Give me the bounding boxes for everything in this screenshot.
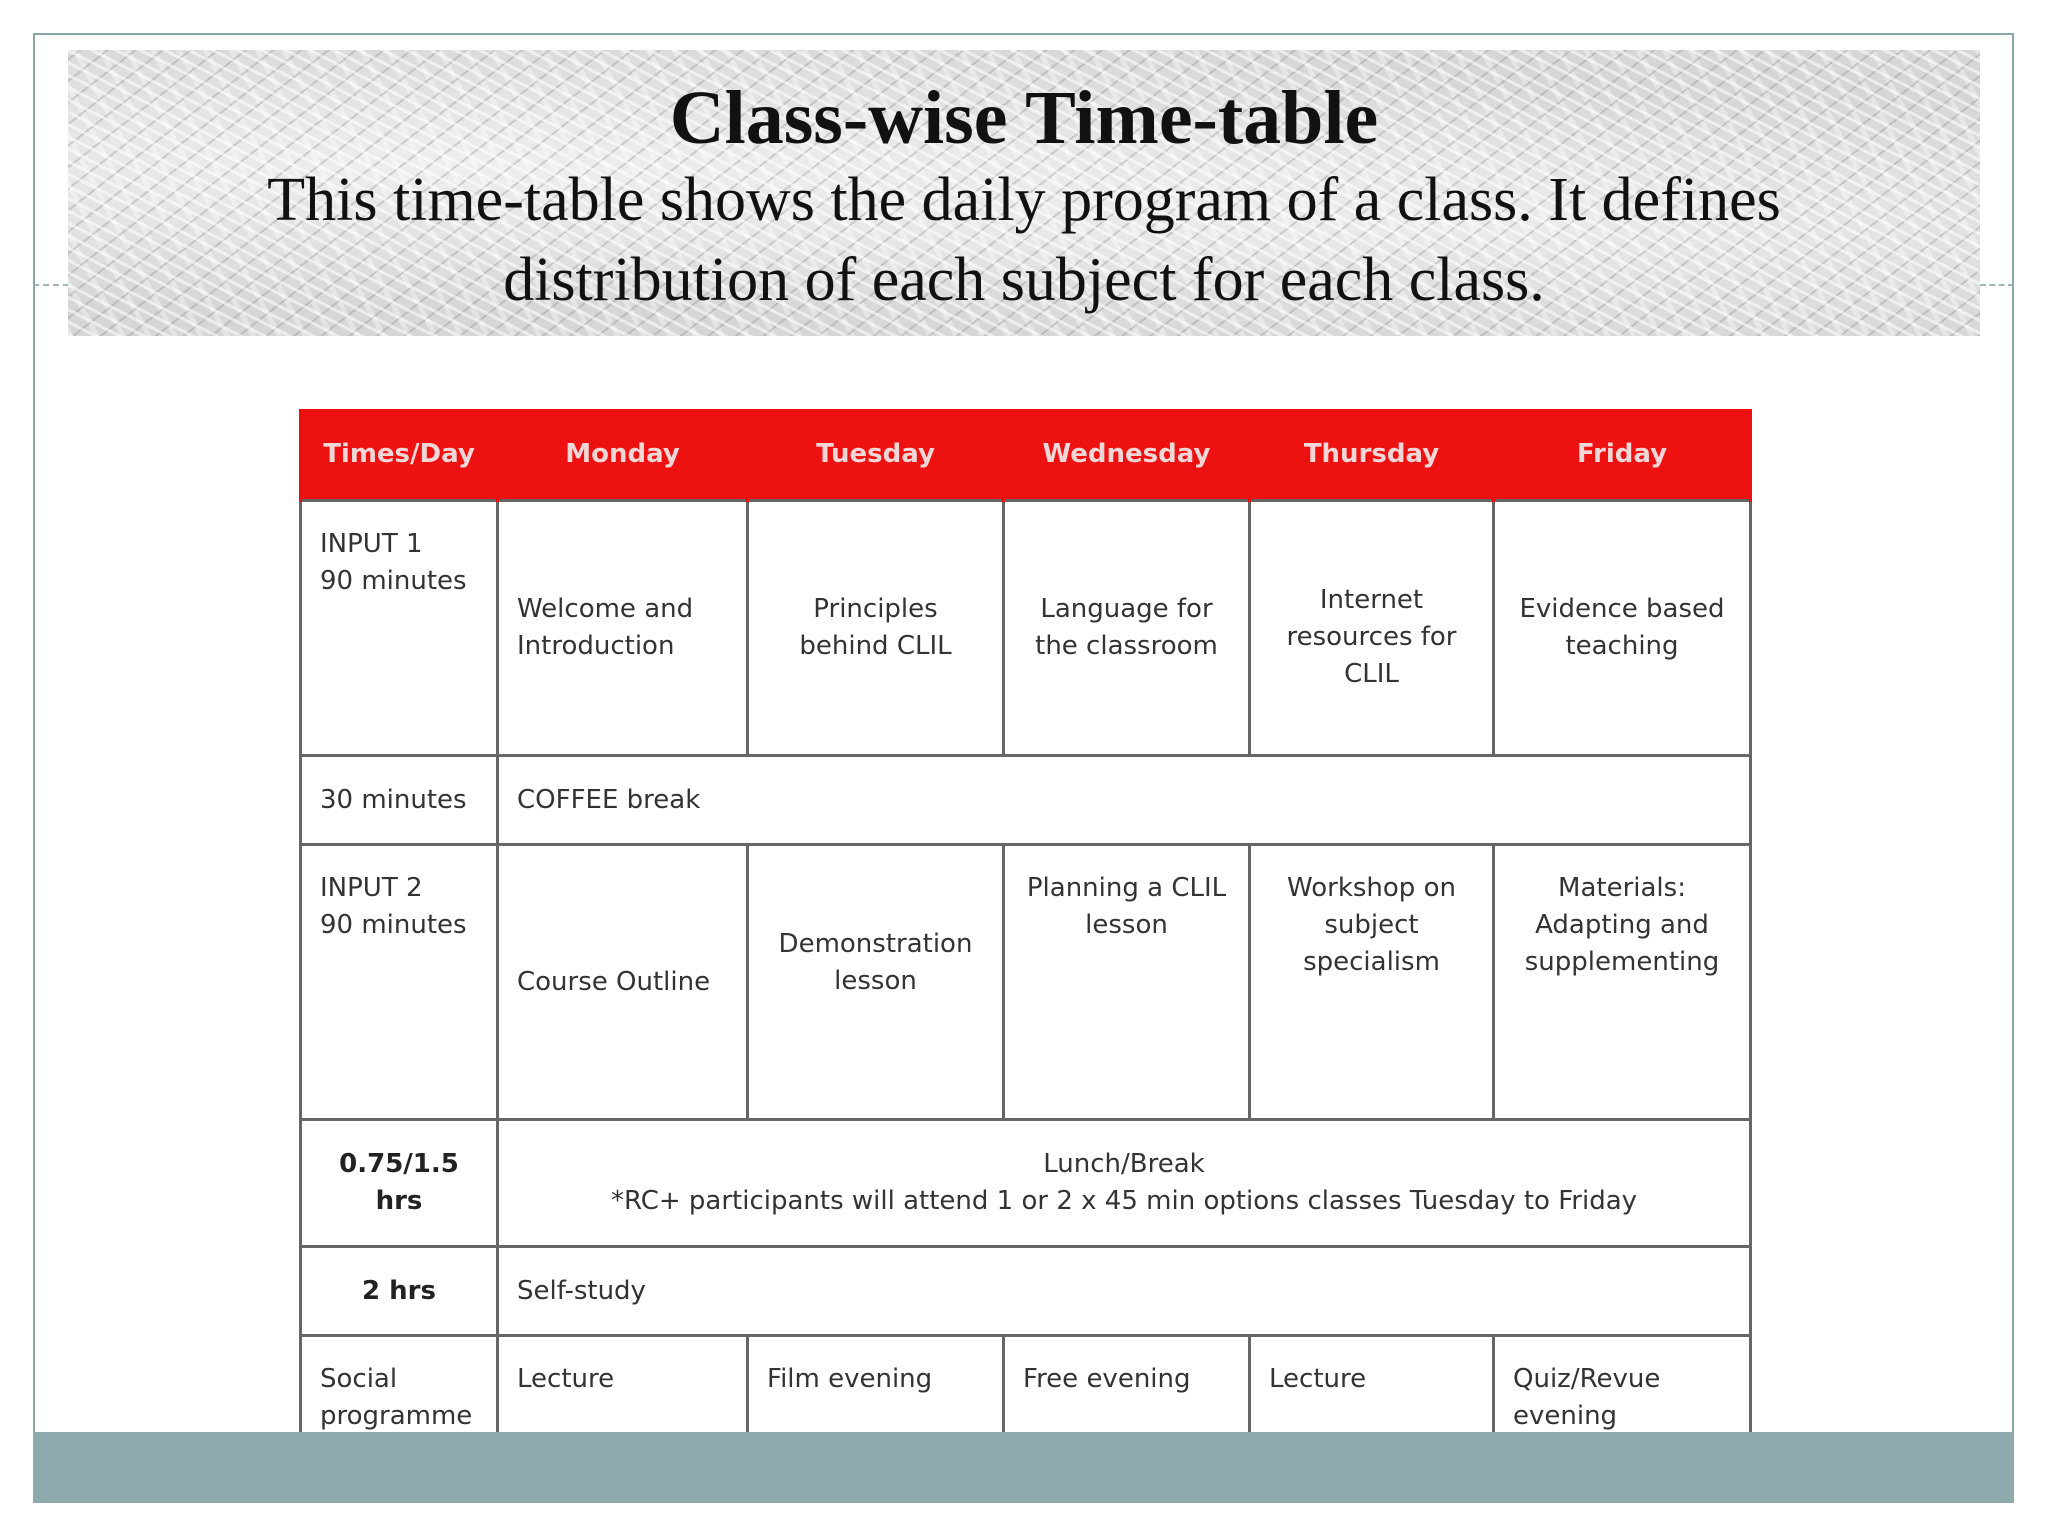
cell-lunch-break [498, 1120, 1751, 1247]
cell-line: Free evening [1023, 1364, 1191, 1394]
cell-line: CLIL [1344, 658, 1399, 689]
header-monday: Monday [498, 409, 748, 501]
cell-line: specialism [1303, 947, 1440, 977]
time-cell-input-1 [301, 501, 498, 756]
header-thursday: Thursday [1250, 409, 1494, 501]
cell-line: behind CLIL [799, 631, 952, 661]
cell-line: Quiz/Revue [1513, 1364, 1661, 1394]
cell-line: Adapting and [1535, 910, 1709, 940]
header-tuesday: Tuesday [748, 409, 1004, 501]
time-label: Social [320, 1364, 398, 1394]
row-self-study [301, 1247, 1751, 1336]
cell-coffee-break: COFFEE break [498, 756, 1751, 845]
cell-friday-input-2 [1494, 845, 1751, 1120]
cell-wednesday-input-2 [1004, 845, 1250, 1120]
cell-line: Language for [1040, 594, 1213, 624]
time-cell-input-2 [301, 845, 498, 1120]
time-label: programme [320, 1401, 473, 1431]
row-input-2 [301, 845, 1751, 1120]
cell-line: lesson [1085, 910, 1168, 940]
cell-thursday-input-1 [1250, 501, 1494, 756]
cell-line: Introduction [517, 631, 675, 661]
time-duration: 90 minutes [320, 910, 467, 940]
cell-line: Demonstration [778, 929, 973, 959]
time-label: INPUT 1 [320, 529, 423, 559]
lunch-note: *RC+ participants will attend 1 or 2 x 45 min options classes Tuesday to Friday [610, 1186, 1638, 1216]
title-banner [68, 50, 1980, 336]
time-cell-self-study: 2 hrs [301, 1247, 498, 1336]
cell-line: Lecture [517, 1364, 615, 1394]
cell-monday-input-2 [498, 845, 748, 1120]
row-lunch [301, 1120, 1751, 1247]
row-coffee [301, 756, 1751, 845]
cell-line: teaching [1565, 631, 1679, 661]
cell-tuesday-input-1 [748, 501, 1004, 756]
cell-line: lesson [834, 966, 917, 996]
divider-line-right [1980, 284, 2014, 286]
lunch-label: Lunch/Break [1043, 1149, 1205, 1179]
time-cell-coffee: 30 minutes [301, 756, 498, 845]
cell-thursday-input-2 [1250, 845, 1494, 1120]
cell-monday-input-1 [498, 501, 748, 756]
cell-friday-input-1 [1494, 501, 1751, 756]
header-wednesday: Wednesday [1004, 409, 1250, 501]
slide-title: Class-wise Time-table [669, 76, 1379, 160]
footer-bar [33, 1432, 2014, 1503]
time-duration: 90 minutes [320, 566, 467, 596]
header-friday: Friday [1494, 409, 1751, 501]
divider-line-left [33, 284, 69, 286]
cell-line: subject [1324, 910, 1419, 940]
cell-line: Materials: [1558, 873, 1686, 903]
timetable-image [299, 409, 1749, 1431]
cell-wednesday-input-1 [1004, 501, 1250, 756]
cell-line: Evidence based [1519, 594, 1725, 624]
cell-line: resources for [1286, 621, 1457, 652]
slide-subtitle: This time-table shows the daily program of a class. It defines distribution of each subject for each class. [267, 166, 1781, 314]
cell-line: supplementing [1524, 947, 1720, 977]
cell-line: evening [1513, 1401, 1618, 1431]
header-row [301, 409, 1751, 501]
cell-line: Workshop on [1287, 873, 1456, 903]
header-times-day: Times/Day [301, 409, 498, 501]
time-cell-lunch: 0.75/1.5 hrs [301, 1120, 498, 1247]
cell-tuesday-input-2 [748, 845, 1004, 1120]
cell-line: the classroom [1035, 631, 1218, 661]
cell-line: Internet [1319, 584, 1424, 615]
cell-line: Planning a CLIL [1026, 873, 1227, 903]
row-input-1 [301, 501, 1751, 756]
cell-line: Course Outline [517, 966, 711, 997]
cell-line: Lecture [1269, 1364, 1367, 1394]
cell-line: Principles [813, 594, 938, 624]
cell-line: Welcome and [517, 594, 694, 624]
timetable [299, 409, 1752, 1488]
cell-self-study: Self-study [498, 1247, 1751, 1336]
cell-line: Film evening [767, 1364, 933, 1394]
time-label: INPUT 2 [320, 873, 423, 903]
